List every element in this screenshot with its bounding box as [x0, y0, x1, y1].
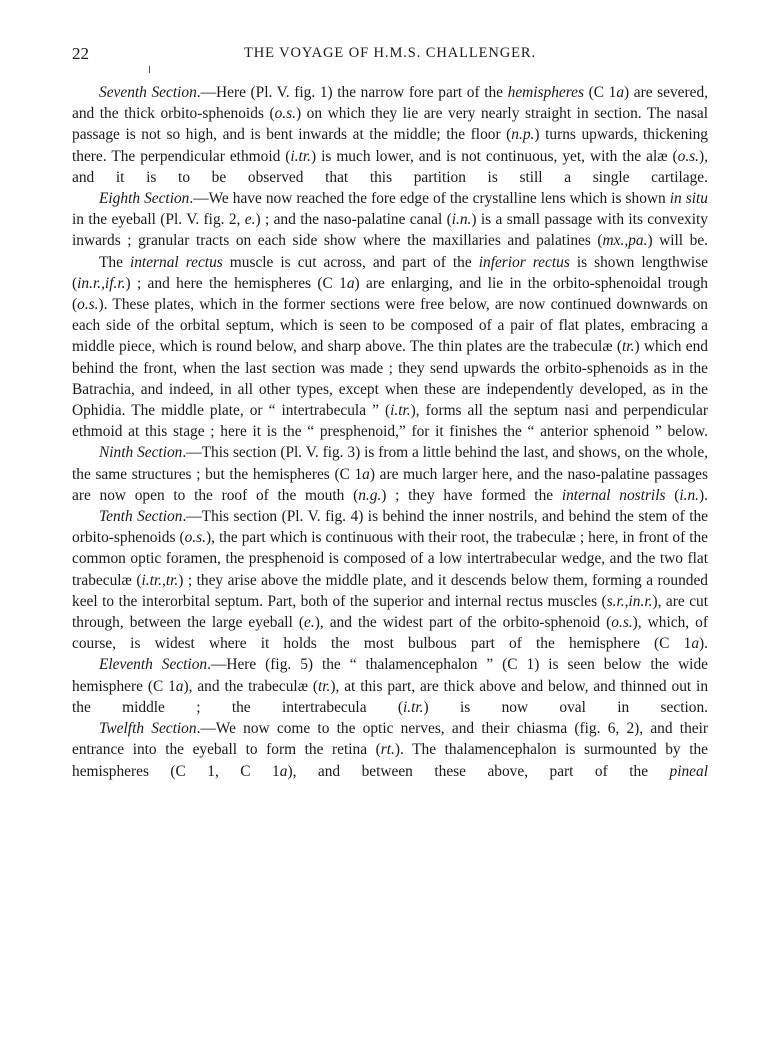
- text-segment: ), and the widest part of the orbito-sphenoid (: [314, 614, 612, 632]
- text-segment: ). These plates, which in the former sections were free below, are now continued downwards on each side of the orbital septum, which is seen to be composed of a pair of flat plates, embracing a middle piece, which is round below, and sharp above. The thin plates are the trabeculæ (: [72, 296, 708, 356]
- italic-text-segment: a: [691, 635, 700, 653]
- text-segment: .—We have now reached the fore edge of the crystalline lens which is shown: [189, 190, 670, 208]
- italic-text-segment: inferior rectus: [478, 253, 570, 271]
- text-segment: ) which end behind the front, when the last section was made ; they send upwards the orbito-sphenoids as in the Batrachia, and indeed, in all other types, except when these are independently developed, as in the Ophidia. The middle plate, or “ intertrabecula ” (: [72, 338, 709, 420]
- italic-text-segment: Eighth Section: [99, 190, 190, 208]
- text-segment: .—This section (Pl. V. fig. 4) is behind the inner nostrils, and behind the stem of the orbito-sphenoids (: [72, 508, 708, 547]
- paragraph-twelfth-section: [72, 718, 708, 782]
- body-text: [72, 82, 708, 782]
- italic-text-segment: a: [279, 762, 288, 780]
- page-header: [72, 44, 708, 66]
- italic-text-segment: i.tr.: [290, 147, 311, 165]
- text-segment: ) are severed, and the thick orbito-sphenoids (: [72, 84, 708, 123]
- italic-text-segment: mx.,pa.: [602, 232, 648, 250]
- italic-text-segment: a: [616, 84, 625, 101]
- text-segment: ).: [699, 486, 708, 504]
- text-segment: .—This section (Pl. V. fig. 3) is from a little behind the last, and shows, on the whole, the same structures ; but the hemispheres (C 1: [72, 444, 708, 483]
- italic-text-segment: tr.: [317, 677, 331, 695]
- text-segment: ) are much larger here, and the naso-palatine passages are now open to the roof of the mouth (: [72, 465, 708, 504]
- italic-text-segment: internal nostrils: [561, 486, 666, 504]
- text-segment: ) ; they arise above the middle plate, and it descends below them, forming a rounded keel to the interorbital septum. Part, both of the superior and internal rectus muscles (: [72, 571, 708, 610]
- italic-text-segment: tr.: [622, 338, 635, 356]
- italic-text-segment: o.s.: [184, 529, 206, 547]
- italic-text-segment: rt.: [380, 741, 395, 759]
- italic-text-segment: s.r.,in.r.: [606, 592, 653, 610]
- italic-text-segment: e.: [304, 614, 315, 632]
- header-tick-mark: [149, 66, 150, 73]
- text-segment: ), the part which is continuous with their root, the trabeculæ ; here, in front of the common optic foramen, the presphenoid is composed of a low intertrabecular wedge, and the two flat trabeculæ (: [72, 529, 708, 589]
- italic-text-segment: a: [362, 465, 370, 483]
- text-segment: ) is now oval in section.: [423, 698, 708, 716]
- running-title: THE VOYAGE OF H.M.S. CHALLENGER.: [244, 45, 536, 61]
- italic-text-segment: Tenth Section: [99, 508, 183, 526]
- text-segment: ) are enlarging, and lie in the orbito-sphenoidal trough (: [72, 274, 709, 314]
- text-segment: muscle is cut across, and part of the: [222, 253, 479, 271]
- text-segment: (C 1: [584, 84, 617, 101]
- italic-text-segment: in.r.,if.r.: [77, 274, 126, 292]
- text-segment: ) will be.: [647, 232, 708, 250]
- italic-text-segment: pineal: [669, 762, 708, 780]
- text-segment: ), and the trabeculæ (: [183, 677, 318, 695]
- italic-text-segment: o.s.: [77, 296, 99, 314]
- paragraph-ninth-section: [72, 442, 708, 506]
- text-segment: ) ; and the naso-palatine canal (: [255, 211, 452, 229]
- italic-text-segment: in situ: [669, 190, 708, 208]
- text-segment: (: [665, 486, 680, 504]
- text-segment: ) is much lower, and is not continuous, yet, with the alæ (: [310, 147, 678, 165]
- text-segment: in the eyeball (Pl. V. fig. 2,: [72, 211, 245, 229]
- italic-text-segment: o.s.: [274, 105, 296, 123]
- text-segment: .—Here (Pl. V. fig. 1) the narrow fore part of the: [196, 84, 508, 101]
- italic-text-segment: Seventh Section: [99, 84, 197, 101]
- text-segment: ), and between these above, part of the: [287, 762, 670, 780]
- italic-text-segment: Eleventh Section: [99, 656, 208, 674]
- text-segment: ) ; they have formed the: [381, 486, 562, 504]
- italic-text-segment: i.n.: [451, 211, 472, 229]
- italic-text-segment: n.g.: [358, 486, 382, 504]
- italic-text-segment: o.s.: [677, 147, 700, 165]
- text-segment: The: [99, 253, 130, 271]
- italic-text-segment: Twelfth Section: [99, 720, 197, 738]
- italic-text-segment: a: [175, 677, 184, 695]
- italic-text-segment: o.s.: [611, 614, 633, 632]
- paragraph-eighth-section-continued: [72, 252, 708, 443]
- italic-text-segment: i.tr.,tr.: [141, 571, 179, 589]
- text-segment: ).: [699, 635, 708, 653]
- paragraph-eleventh-section: [72, 654, 708, 718]
- text-segment: ) is a small passage with its convexity inwards ; granular tracts on each side show where the maxillaries and palatines (: [72, 211, 708, 250]
- text-segment: ) on which they lie are very nearly straight in section. The nasal passage is not so high, and is bent inwards at the middle; the floor (: [72, 105, 709, 144]
- text-segment: .—We now come to the optic nerves, and their chiasma (fig. 6, 2), and their entrance into the eyeball to form the retina (: [72, 720, 708, 759]
- italic-text-segment: hemispheres: [507, 84, 584, 101]
- italic-text-segment: i.tr.: [390, 402, 411, 420]
- text-segment: ), which, of course, is widest where it holds the most bulbous part of the hemisphere (C 1: [72, 614, 708, 653]
- italic-text-segment: Ninth Section: [99, 444, 183, 462]
- text-segment: ), forms all the septum nasi and perpendicular ethmoid at this stage ; here it is the “ presphenoid,” for it finishes the “ anterior sphenoid ” below.: [72, 402, 708, 441]
- text-segment: ), and it is to be observed that this partition is still a single cartilage.: [72, 147, 708, 186]
- text-segment: ), at this part, are thick above and below, and thinned out in the middle ; the intertrabecula (: [72, 677, 709, 716]
- italic-text-segment: e.: [244, 211, 256, 229]
- italic-text-segment: i.n.: [679, 486, 700, 504]
- text-segment: ) turns upwards, thickening there. The perpendicular ethmoid (: [72, 126, 708, 165]
- text-segment: ), are cut through, between the large eyeball (: [72, 592, 708, 632]
- italic-text-segment: n.p.: [511, 126, 535, 144]
- paragraph-eighth-section: [72, 188, 708, 252]
- paragraph-seventh-section: [72, 82, 708, 188]
- page-number: 22: [72, 44, 89, 63]
- italic-text-segment: internal rectus: [129, 253, 223, 271]
- italic-text-segment: i.tr.: [403, 698, 424, 716]
- text-segment: .—Here (fig. 5) the “ thalamencephalon ” (C 1) is seen below the wide hemisphere (C 1: [72, 656, 708, 695]
- paragraph-tenth-section: [72, 506, 708, 654]
- text-segment: is shown lengthwise (: [72, 253, 709, 292]
- text-segment: ) ; and here the hemispheres (C 1: [125, 274, 347, 292]
- italic-text-segment: a: [346, 274, 355, 292]
- text-segment: ). The thalamencephalon is surmounted by the hemispheres (C 1, C 1: [72, 741, 708, 780]
